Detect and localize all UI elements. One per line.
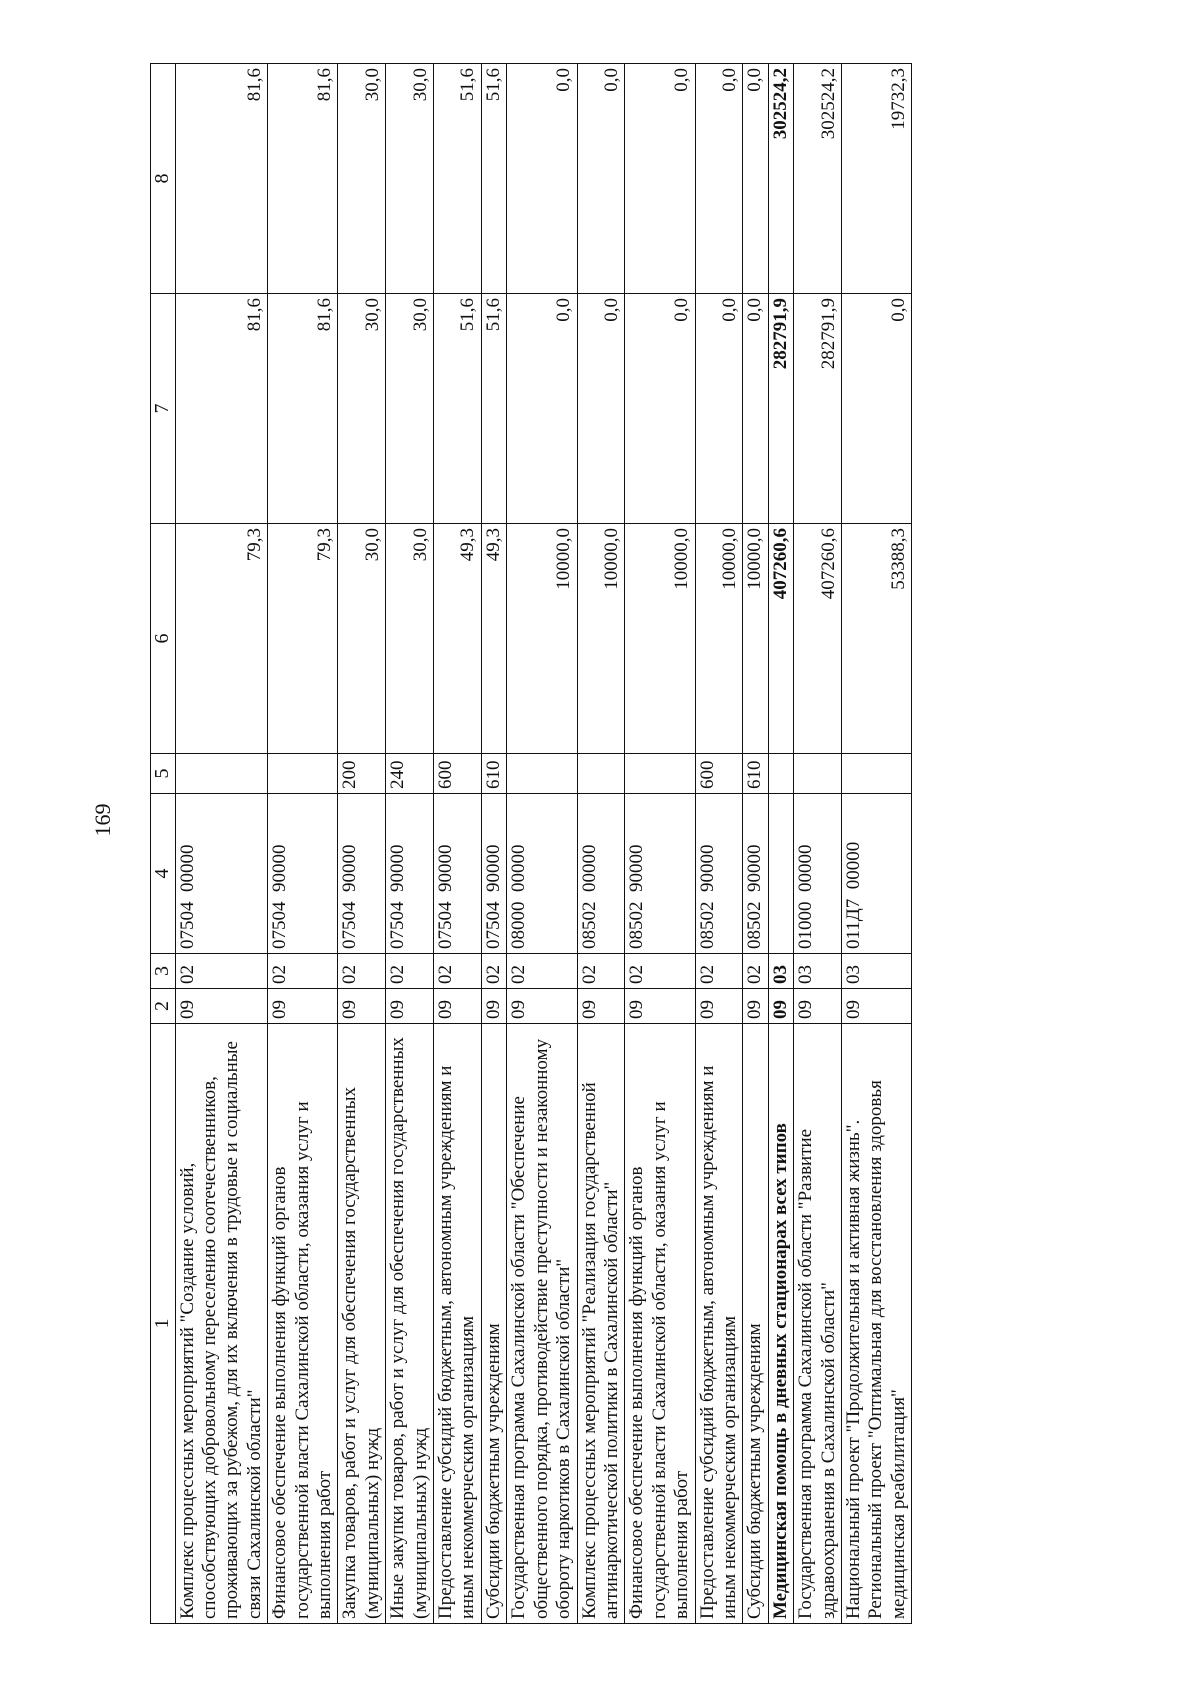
- column-header: 7: [151, 294, 176, 524]
- row-name-cell: Иные закупки товаров, работ и услуг для обеспечения государственных (муниципальных) нужд: [386, 1024, 434, 1624]
- table-row: [743, 64, 768, 1624]
- expense-type-cell: 600: [434, 754, 482, 794]
- amount-col7-cell: 0,0: [625, 294, 695, 524]
- target-article-cell: 011Д7 00000: [841, 794, 911, 954]
- expense-type-cell: [577, 754, 625, 794]
- amount-col8-cell: 51,6: [481, 64, 506, 294]
- subsection-code-cell: 02: [743, 954, 768, 989]
- column-header: 4: [151, 794, 176, 954]
- expense-type-cell: [841, 754, 911, 794]
- row-name-cell: Государственная программа Сахалинской области "Обеспечение общественного порядка, противодействие преступности и незаконному обороту наркотиков в Сахалинской области": [507, 1024, 577, 1624]
- subsection-code-cell: 02: [268, 954, 338, 989]
- amount-col7-cell: 81,6: [268, 294, 338, 524]
- table-row: [768, 64, 793, 1624]
- subsection-code-cell: 02: [695, 954, 743, 989]
- row-name-cell: Закупка товаров, работ и услуг для обеспечения государственных (муниципальных) нужд: [338, 1024, 386, 1624]
- row-name-cell: Предоставление субсидий бюджетным, автономным учреждениям и иным некоммерческим организациям: [434, 1024, 482, 1624]
- expense-type-cell: 610: [481, 754, 506, 794]
- page-number: 169: [90, 803, 115, 837]
- section-code-cell: 09: [768, 989, 793, 1024]
- amount-col8-cell: 0,0: [507, 64, 577, 294]
- subsection-code-cell: 02: [175, 954, 268, 989]
- row-name-cell: Национальный проект "Продолжительная и активная жизнь". Региональный проект "Оптимальная для восстановления здоровья медицинская реабилитация": [841, 1024, 911, 1624]
- subsection-code-cell: 02: [625, 954, 695, 989]
- section-code-cell: 09: [507, 989, 577, 1024]
- amount-col8-cell: 0,0: [695, 64, 743, 294]
- table-row: [577, 64, 625, 1624]
- row-name-cell: Субсидии бюджетным учреждениям: [481, 1024, 506, 1624]
- amount-col7-cell: 0,0: [507, 294, 577, 524]
- table-row: [841, 64, 911, 1624]
- row-name-cell: Комплекс процессных мероприятий "Реализация государственной антинаркотической политики в Сахалинской области": [577, 1024, 625, 1624]
- amount-col6-cell: 10000,0: [743, 524, 768, 754]
- amount-col6-cell: 10000,0: [695, 524, 743, 754]
- amount-col8-cell: 81,6: [268, 64, 338, 294]
- target-article-cell: 08502 90000: [743, 794, 768, 954]
- section-code-cell: 09: [794, 989, 842, 1024]
- amount-col6-cell: 49,3: [481, 524, 506, 754]
- section-code-cell: 09: [743, 989, 768, 1024]
- expense-type-cell: [268, 754, 338, 794]
- amount-col6-cell: 407260,6: [768, 524, 793, 754]
- table-header-row: [151, 64, 176, 1624]
- amount-col7-cell: 0,0: [841, 294, 911, 524]
- table-row: [386, 64, 434, 1624]
- expense-type-cell: 200: [338, 754, 386, 794]
- section-code-cell: 09: [481, 989, 506, 1024]
- section-code-cell: 09: [841, 989, 911, 1024]
- expense-type-cell: [768, 754, 793, 794]
- row-name-cell: Медицинская помощь в дневных стационарах всех типов: [768, 1024, 793, 1624]
- budget-table: [150, 63, 912, 1624]
- section-code-cell: 09: [386, 989, 434, 1024]
- target-article-cell: 07504 90000: [434, 794, 482, 954]
- table-row: [481, 64, 506, 1624]
- table-row: [507, 64, 577, 1624]
- subsection-code-cell: 03: [768, 954, 793, 989]
- table-row: [338, 64, 386, 1624]
- amount-col7-cell: 51,6: [434, 294, 482, 524]
- amount-col8-cell: 51,6: [434, 64, 482, 294]
- amount-col8-cell: 0,0: [625, 64, 695, 294]
- expense-type-cell: [794, 754, 842, 794]
- target-article-cell: [768, 794, 793, 954]
- amount-col8-cell: 30,0: [386, 64, 434, 294]
- amount-col7-cell: 30,0: [386, 294, 434, 524]
- amount-col7-cell: 0,0: [695, 294, 743, 524]
- row-name-cell: Финансовое обеспечение выполнения функций органов государственной власти Сахалинской области, оказания услуг и выполнения работ: [268, 1024, 338, 1624]
- row-name-cell: Предоставление субсидий бюджетным, автономным учреждениям и иным некоммерческим организациям: [695, 1024, 743, 1624]
- row-name-cell: Субсидии бюджетным учреждениям: [743, 1024, 768, 1624]
- subsection-code-cell: 02: [507, 954, 577, 989]
- target-article-cell: 01000 00000: [794, 794, 842, 954]
- target-article-cell: 08502 00000: [577, 794, 625, 954]
- target-article-cell: 07504 90000: [268, 794, 338, 954]
- amount-col7-cell: 51,6: [481, 294, 506, 524]
- amount-col6-cell: 10000,0: [507, 524, 577, 754]
- subsection-code-cell: 02: [338, 954, 386, 989]
- section-code-cell: 09: [577, 989, 625, 1024]
- subsection-code-cell: 02: [386, 954, 434, 989]
- amount-col6-cell: 30,0: [386, 524, 434, 754]
- amount-col8-cell: 19732,3: [841, 64, 911, 294]
- amount-col6-cell: 10000,0: [625, 524, 695, 754]
- amount-col8-cell: 302524,2: [794, 64, 842, 294]
- column-header: 3: [151, 954, 176, 989]
- column-header: 8: [151, 64, 176, 294]
- amount-col6-cell: 407260,6: [794, 524, 842, 754]
- budget-table-page: [150, 64, 1160, 1624]
- amount-col7-cell: 282791,9: [794, 294, 842, 524]
- column-header: 6: [151, 524, 176, 754]
- section-code-cell: 09: [434, 989, 482, 1024]
- section-code-cell: 09: [625, 989, 695, 1024]
- subsection-code-cell: 03: [841, 954, 911, 989]
- expense-type-cell: 610: [743, 754, 768, 794]
- expense-type-cell: [507, 754, 577, 794]
- table-row: [794, 64, 842, 1624]
- subsection-code-cell: 02: [481, 954, 506, 989]
- amount-col7-cell: 0,0: [743, 294, 768, 524]
- expense-type-cell: 600: [695, 754, 743, 794]
- amount-col7-cell: 30,0: [338, 294, 386, 524]
- amount-col6-cell: 30,0: [338, 524, 386, 754]
- amount-col7-cell: 282791,9: [768, 294, 793, 524]
- expense-type-cell: [625, 754, 695, 794]
- target-article-cell: 08502 90000: [695, 794, 743, 954]
- amount-col7-cell: 0,0: [577, 294, 625, 524]
- amount-col6-cell: 10000,0: [577, 524, 625, 754]
- section-code-cell: 09: [695, 989, 743, 1024]
- section-code-cell: 09: [175, 989, 268, 1024]
- amount-col8-cell: 30,0: [338, 64, 386, 294]
- table-row: [695, 64, 743, 1624]
- section-code-cell: 09: [338, 989, 386, 1024]
- target-article-cell: 07504 90000: [338, 794, 386, 954]
- table-row: [175, 64, 268, 1624]
- amount-col6-cell: 79,3: [175, 524, 268, 754]
- column-header: 5: [151, 754, 176, 794]
- row-name-cell: Комплекс процессных мероприятий "Создание условий, способствующих добровольному переселению соотечественников, проживающих за рубежом, для их включения в трудовые и социальные связи Сахалинской области": [175, 1024, 268, 1624]
- amount-col6-cell: 79,3: [268, 524, 338, 754]
- amount-col7-cell: 81,6: [175, 294, 268, 524]
- table-row: [434, 64, 482, 1624]
- amount-col8-cell: 0,0: [743, 64, 768, 294]
- expense-type-cell: [175, 754, 268, 794]
- target-article-cell: 08502 90000: [625, 794, 695, 954]
- row-name-cell: Финансовое обеспечение выполнения функций органов государственной власти Сахалинской области, оказания услуг и выполнения работ: [625, 1024, 695, 1624]
- amount-col6-cell: 53388,3: [841, 524, 911, 754]
- subsection-code-cell: 02: [434, 954, 482, 989]
- target-article-cell: 07504 90000: [481, 794, 506, 954]
- target-article-cell: 07504 00000: [175, 794, 268, 954]
- amount-col8-cell: 302524,2: [768, 64, 793, 294]
- amount-col8-cell: 0,0: [577, 64, 625, 294]
- subsection-code-cell: 03: [794, 954, 842, 989]
- expense-type-cell: 240: [386, 754, 434, 794]
- column-header: 2: [151, 989, 176, 1024]
- subsection-code-cell: 02: [577, 954, 625, 989]
- target-article-cell: 08000 00000: [507, 794, 577, 954]
- table-row: [268, 64, 338, 1624]
- table-row: [625, 64, 695, 1624]
- column-header: 1: [151, 1024, 176, 1624]
- section-code-cell: 09: [268, 989, 338, 1024]
- amount-col6-cell: 49,3: [434, 524, 482, 754]
- row-name-cell: Государственная программа Сахалинской области "Развитие здравоохранения в Сахалинской области": [794, 1024, 842, 1624]
- amount-col8-cell: 81,6: [175, 64, 268, 294]
- target-article-cell: 07504 90000: [386, 794, 434, 954]
